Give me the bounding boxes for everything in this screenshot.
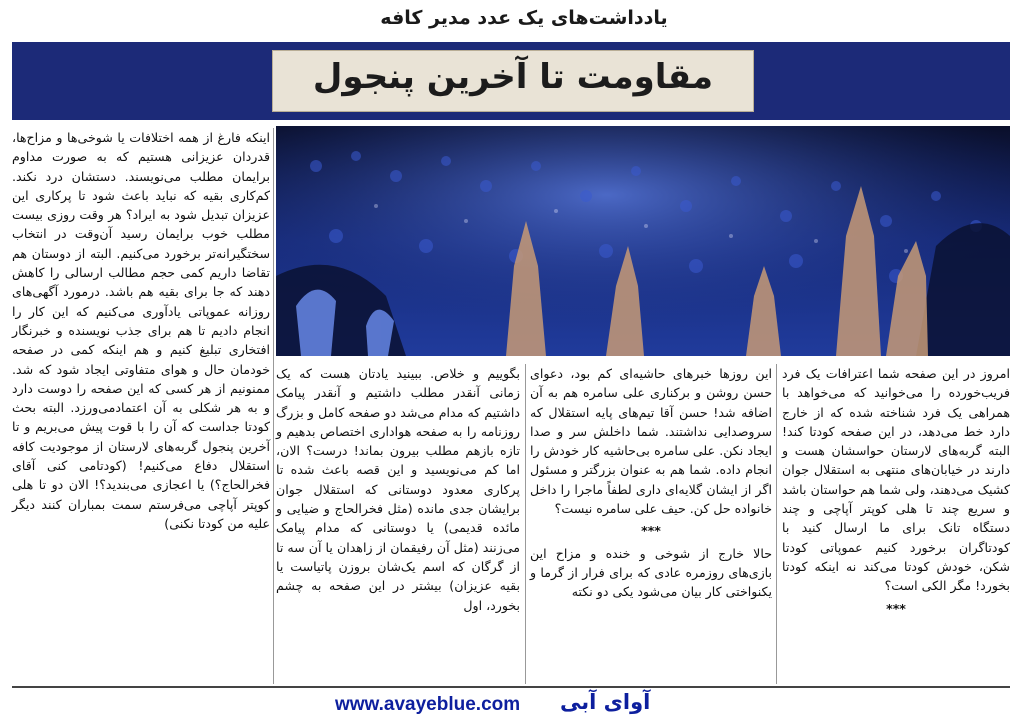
article-column-2 [530,364,772,602]
article-column-1 [782,364,1010,621]
page-title: مقاومت تا آخرین پنجول [312,57,714,97]
section-separator-stars: *** [886,600,906,616]
kicker-bar [0,0,1024,42]
column-divider [776,364,777,684]
footer-rule [12,686,1010,688]
article-paragraph: بگوییم و خلاص. ببینید یادتان هست که یک زمانی آنقدر مطلب داشتیم و آنقدر پیامک داشتیم که مدام می‌شد دو صفحه کامل و بزرگ روزنامه را به صفحه هواداری اختصاص بدهیم و تازه بازهم مطلب بیرون بماند! درست؟ الان، اما کم می‌نویسید و این قصه باعث شده تا پرکاری معدود دوستانی که استقلال جوان برایشان جدی مانده (مثل فخرالحاج و ضیایی و مائده قدیمی) یا دوستانی که مدام پیامک می‌زنند (مثل آن رفیقمان از زاهدان یا آن سه تا از گرگان که اسم یک‌شان بروزن پاتیاست یا بقیه عزیزان) بیشتر در این صفحه به چشم بخورد، اول [276,366,520,613]
footer-website-link[interactable]: www.avayeblue.com [335,694,521,715]
column-divider [273,128,274,684]
footer-brand-name: آوای آبی [560,690,651,714]
kicker-text: یادداشت‌های یک عدد مدیر کافه [380,7,668,29]
title-box [272,50,754,112]
section-separator-stars: *** [641,523,661,539]
article-paragraph: حالا خارج از شوخی و خنده و مزاح این بازی‌های روزمره عادی که برای فرار از گرما و یکنواختی کار بیان می‌شود یکی دو نکته [530,545,772,600]
article-paragraph: این روزها خبرهای حاشیه‌ای کم بود، دعوای حسن روشن و برکناری علی سامره هم به آن اضافه شد! حسن آقا تیم‌های پایه استقلال که سروصدایی نداشتند. شما داخلش سر و صدا ایجاد نکن. علی سامره بی‌حاشیه کار خودش را انجام داده. شما هم به عنوان بزرگتر و مسئول اگر از ایشان گلایه‌ای داری لطفاً ماجرا را داخل خانواده حل کن. حیف علی سامره نیست؟ [530,366,772,517]
stadium-crowd-photo [276,126,1010,356]
article-paragraph: اینکه فارغ از همه اختلافات یا شوخی‌ها و مزاح‌ها، قدردان عزیزانی هستیم که به صورت مداوم برایمان مطلب می‌نویسند. دستشان درد نکند. کم‌کاری بقیه که نباید باعث شود تا پرکاری این عزیزان تبدیل شود به ایراد؟ هر وقت روزی بیست مطلب خوب برایمان رسید آن‌وقت در انتخاب سختگیرانه‌تر برخورد می‌کنیم. البته از دوستان هم تقاضا داریم کمی حجم مطالب ارسالی را کاهش دهند که جا برای بقیه هم باشد. درمورد آگهی‌های روزانه عموپاتی یادآوری می‌کنیم که این کار را انجام دادیم تا هم برای جذب نویسنده و خبرنگار افتخاری تبلیغ کنیم و هم اینکه کمی در صفحه خودمان حال و هوای متفاوتی ایجاد شود که شد. ممنونیم از هر کسی که این صفحه را دوست دارد و به هر شکلی به آن اعتمادمی‌ورزد. البته بحث کودتا جداست که آن را با قوت پیش می‌بریم و تا آخرین پنجول گربه‌های لارستان از موجودیت کافه استقلال دفاع می‌کنیم! (کودتامی کنی آقای فخرالحاج؟) یا اعجازی می‌بندید؟! الان دو تا هلی کوپتر آپاچی می‌فرستم سمت بمباران کنند دیگر علیه من کودتا نکنی) [12,130,270,531]
article-column-3 [276,364,520,615]
title-banner [12,42,1010,120]
article-paragraph: امروز در این صفحه شما اعترافات یک فرد فریب‌خورده را می‌خوانید که می‌خواهد با همراهی یک فرد شناخته شده که از خارج دارد خط می‌دهد، در این صفحه کودتا کند! البته گربه‌های لارستان حواسشان هست و دارند در خیابان‌های منتهی به استقلال جوان کشیک می‌دهند، ولی شما هم حواستان باشد و سریع چند تا هلی کوپتر آپاچی و چند دستگاه تانک برای ما ارسال کنید با کودتاگران برخورد کنیم عموپاتی کودتا شکن، خودش کودتا می‌کند نه اینکه کودتا بخورد! مگر الکی است؟ [782,366,1010,594]
article-column-4 [12,128,270,684]
column-divider [525,364,526,684]
crowd-photo-svg [276,126,1010,356]
